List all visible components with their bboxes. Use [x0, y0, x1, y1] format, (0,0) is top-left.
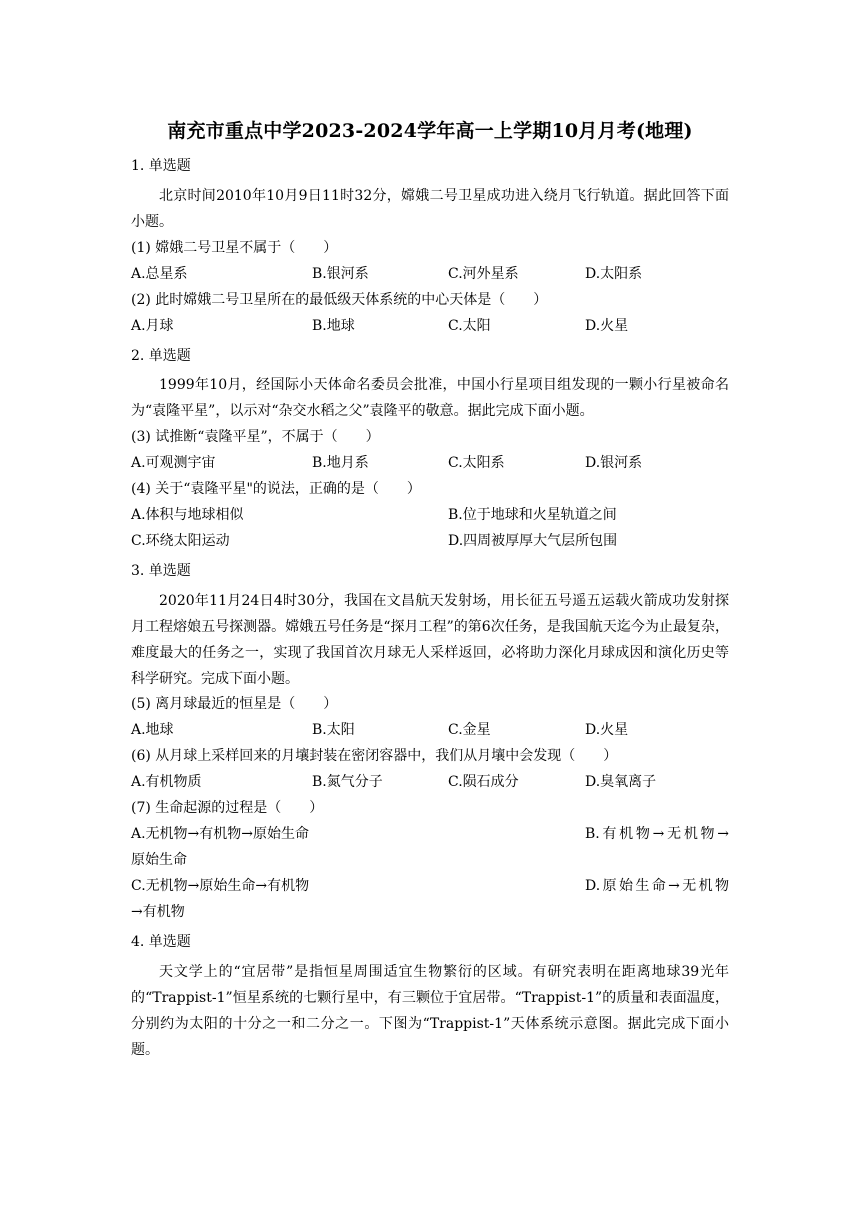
q2-option-b[interactable]: B.地球 — [312, 318, 355, 334]
q2-option-a[interactable]: A.月球 — [131, 318, 174, 334]
q5-option-b[interactable]: B.太阳 — [312, 722, 355, 738]
q2-option-c[interactable]: C.太阳 — [448, 318, 491, 334]
q6-option-d[interactable]: D.臭氧离子 — [585, 774, 657, 790]
q7-option-d[interactable]: D.原始生命→无机物 — [585, 878, 729, 894]
q1-option-c[interactable]: C.河外星系 — [448, 266, 519, 282]
page-title: 南充市重点中学2023-2024学年高一上学期10月月考(地理) — [167, 120, 693, 142]
question-7-stem: (7) 生命起源的过程是（ ） — [131, 800, 324, 816]
q5-option-d[interactable]: D.火星 — [585, 722, 629, 738]
passage-4: 天文学上的“宜居带”是指恒星周围适宜生物繁衍的区域。有研究表明在距离地球39光年的“Trappist-1”恒星系统的七颗行星中，有三颗位于宜居带。“Trappist-1”的质量和表面温度，分别约为太阳的十分之一和二分之一。下图为“Trappist-1”天体系统示意图。据此完成下面小题。 — [131, 964, 729, 1058]
q3-option-b[interactable]: B.地月系 — [312, 455, 369, 471]
q6-option-c[interactable]: C.陨石成分 — [448, 774, 519, 790]
passage-3: 2020年11月24日4时30分，我国在文昌航天发射场，用长征五号遥五运载火箭成功发射探月工程熔娘五号探测器。嫦娥五号任务是“探月工程”的第6次任务，是我国航天迄今为止最复杂，难度最大的任务之一，实现了我国首次月球无人采样返回，必将助力深化月球成因和演化历史等科学研究。完成下面小题。 — [131, 593, 729, 687]
q4-option-b[interactable]: B.位于地球和火星轨道之间 — [448, 507, 617, 523]
question-3-stem: (3) 试推断“袁隆平星”，不属于（ ） — [131, 429, 380, 445]
q6-option-a[interactable]: A.有机物质 — [131, 774, 202, 790]
question-2-stem: (2) 此时嫦娥二号卫星所在的最低级天体系统的中心天体是（ ） — [131, 292, 548, 308]
passage-2: 1999年10月，经国际小天体命名委员会批准，中国小行星项目组发现的一颗小行星被命名为“袁隆平星”，以示对“杂交水稻之父”袁隆平的敬意。据此完成下面小题。 — [131, 377, 729, 419]
q1-option-a[interactable]: A.总星系 — [131, 266, 188, 282]
q4-option-d[interactable]: D.四周被厚厚大气层所包围 — [448, 533, 618, 549]
q7-option-b[interactable]: B.有机物→无机物→ — [585, 826, 729, 842]
q3-option-c[interactable]: C.太阳系 — [448, 455, 505, 471]
q6-option-b[interactable]: B.氮气分子 — [312, 774, 383, 790]
q7-option-b-continued: 原始生命 — [131, 852, 187, 868]
q3-option-a[interactable]: A.可观测宇宙 — [131, 455, 216, 471]
question-4-stem: (4) 关于“袁隆平星"的说法，正确的是（ ） — [131, 481, 421, 497]
q2-option-d[interactable]: D.火星 — [585, 318, 629, 334]
q7-option-a[interactable]: A.无机物→有机物→原始生命 — [131, 826, 310, 842]
question-5-stem: (5) 离月球最近的恒星是（ ） — [131, 696, 338, 712]
q7-option-d-continued: →有机物 — [131, 904, 185, 920]
q5-option-c[interactable]: C.金星 — [448, 722, 491, 738]
question-6-stem: (6) 从月球上采样回来的月壤封装在密闭容器中，我们从月壤中会发现（ ） — [131, 748, 618, 764]
passage-1: 北京时间2010年10月9日11时32分，嫦娥二号卫星成功进入绕月飞行轨道。据此回答下面小题。 — [131, 188, 729, 230]
section-header-2: 2. 单选题 — [131, 348, 191, 364]
q5-option-a[interactable]: A.地球 — [131, 722, 174, 738]
section-header-1: 1. 单选题 — [131, 158, 191, 174]
section-header-4: 4. 单选题 — [131, 934, 191, 950]
q3-option-d[interactable]: D.银河系 — [585, 455, 643, 471]
q1-option-b[interactable]: B.银河系 — [312, 266, 369, 282]
q1-option-d[interactable]: D.太阳系 — [585, 266, 643, 282]
q4-option-a[interactable]: A.体积与地球相似 — [131, 507, 244, 523]
q7-option-c[interactable]: C.无机物→原始生命→有机物 — [131, 878, 310, 894]
question-1-stem: (1) 嫦娥二号卫星不属于（ ） — [131, 240, 338, 256]
section-header-3: 3. 单选题 — [131, 563, 191, 579]
q4-option-c[interactable]: C.环绕太阳运动 — [131, 533, 230, 549]
